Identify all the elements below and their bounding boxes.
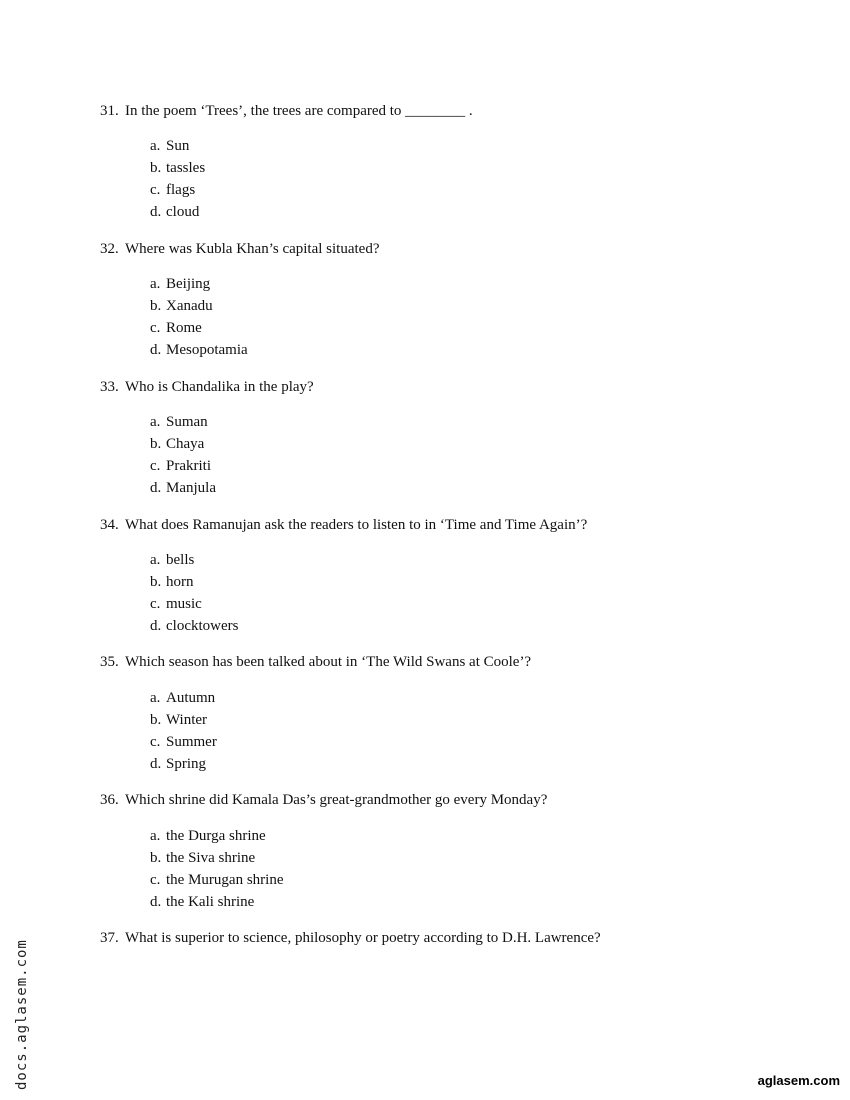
question-number: 34. bbox=[100, 517, 119, 533]
option-c bbox=[150, 317, 248, 339]
question-number: 32. bbox=[100, 241, 119, 257]
question-35 bbox=[100, 653, 531, 671]
option-text: Summer bbox=[166, 734, 217, 750]
options-list-33 bbox=[150, 411, 216, 499]
question-32 bbox=[100, 240, 380, 258]
option-text: the Durga shrine bbox=[166, 828, 266, 844]
question-number: 33. bbox=[100, 379, 119, 395]
option-letter: c. bbox=[150, 182, 161, 198]
option-letter: a. bbox=[150, 138, 161, 154]
option-d bbox=[150, 891, 283, 913]
option-text: the Kali shrine bbox=[166, 894, 255, 910]
question-number: 35. bbox=[100, 654, 119, 670]
option-text: Suman bbox=[166, 414, 208, 430]
option-text: Beijing bbox=[166, 276, 211, 292]
option-text: Winter bbox=[166, 712, 208, 728]
question-number: 37. bbox=[100, 930, 119, 946]
option-letter: c. bbox=[150, 734, 161, 750]
option-letter: d. bbox=[150, 204, 162, 220]
option-a bbox=[150, 135, 205, 157]
option-letter: c. bbox=[150, 596, 161, 612]
option-c bbox=[150, 179, 205, 201]
option-text: Sun bbox=[166, 138, 190, 154]
option-letter: c. bbox=[150, 320, 161, 336]
option-letter: a. bbox=[150, 690, 161, 706]
option-d bbox=[150, 477, 216, 499]
option-b bbox=[150, 709, 217, 731]
option-b bbox=[150, 571, 238, 593]
option-text: Autumn bbox=[166, 690, 216, 706]
question-31 bbox=[100, 102, 473, 120]
question-text: In the poem ‘Trees’, the trees are compared to ________ . bbox=[125, 103, 473, 119]
options-list-32 bbox=[150, 273, 248, 361]
option-text: tassles bbox=[166, 160, 206, 176]
option-text: Rome bbox=[166, 320, 202, 336]
side-watermark: docs.aglasem.com bbox=[14, 939, 30, 1090]
option-text: Prakriti bbox=[166, 458, 211, 474]
question-34 bbox=[100, 516, 587, 534]
option-letter: c. bbox=[150, 872, 161, 888]
question-text: Who is Chandalika in the play? bbox=[125, 379, 314, 395]
option-letter: b. bbox=[150, 850, 162, 866]
question-33 bbox=[100, 378, 314, 396]
option-d bbox=[150, 753, 217, 775]
option-a bbox=[150, 687, 217, 709]
option-b bbox=[150, 295, 248, 317]
option-c bbox=[150, 731, 217, 753]
option-a bbox=[150, 273, 248, 295]
options-list-36 bbox=[150, 825, 283, 913]
option-letter: d. bbox=[150, 480, 162, 496]
option-text: Spring bbox=[166, 756, 207, 772]
option-b bbox=[150, 847, 283, 869]
option-letter: a. bbox=[150, 276, 161, 292]
option-letter: b. bbox=[150, 574, 162, 590]
option-letter: d. bbox=[150, 894, 162, 910]
question-text: What does Ramanujan ask the readers to listen to in ‘Time and Time Again’? bbox=[125, 517, 588, 533]
option-text: clocktowers bbox=[166, 618, 239, 634]
question-number: 31. bbox=[100, 103, 119, 119]
option-letter: b. bbox=[150, 298, 162, 314]
option-text: Chaya bbox=[166, 436, 205, 452]
option-text: the Murugan shrine bbox=[166, 872, 284, 888]
option-b bbox=[150, 157, 205, 179]
question-text: Which shrine did Kamala Das’s great-grandmother go every Monday? bbox=[125, 792, 548, 808]
option-b bbox=[150, 433, 216, 455]
question-text: What is superior to science, philosophy or poetry according to D.H. Lawrence? bbox=[125, 930, 601, 946]
option-letter: d. bbox=[150, 342, 162, 358]
question-36 bbox=[100, 791, 547, 809]
option-text: Mesopotamia bbox=[166, 342, 248, 358]
option-a bbox=[150, 411, 216, 433]
question-number: 36. bbox=[100, 792, 119, 808]
options-list-34 bbox=[150, 549, 238, 637]
option-a bbox=[150, 549, 238, 571]
option-c bbox=[150, 593, 238, 615]
option-text: flags bbox=[166, 182, 196, 198]
option-letter: d. bbox=[150, 756, 162, 772]
option-letter: a. bbox=[150, 414, 161, 430]
question-text: Where was Kubla Khan’s capital situated? bbox=[125, 241, 380, 257]
option-d bbox=[150, 201, 205, 223]
option-text: music bbox=[166, 596, 202, 612]
option-text: cloud bbox=[166, 204, 200, 220]
option-letter: a. bbox=[150, 828, 161, 844]
option-letter: b. bbox=[150, 436, 162, 452]
option-text: the Siva shrine bbox=[166, 850, 256, 866]
option-d bbox=[150, 339, 248, 361]
option-text: bells bbox=[166, 552, 195, 568]
option-letter: d. bbox=[150, 618, 162, 634]
option-letter: b. bbox=[150, 712, 162, 728]
option-letter: b. bbox=[150, 160, 162, 176]
option-text: Manjula bbox=[166, 480, 216, 496]
options-list-31 bbox=[150, 135, 205, 223]
option-letter: c. bbox=[150, 458, 161, 474]
option-text: horn bbox=[166, 574, 194, 590]
corner-watermark: aglasem.com bbox=[757, 1073, 840, 1088]
options-list-35 bbox=[150, 687, 217, 775]
option-c bbox=[150, 869, 283, 891]
question-text: Which season has been talked about in ‘The Wild Swans at Coole’? bbox=[125, 654, 532, 670]
option-letter: a. bbox=[150, 552, 161, 568]
option-d bbox=[150, 615, 238, 637]
option-text: Xanadu bbox=[166, 298, 213, 314]
question-37 bbox=[100, 929, 601, 947]
option-c bbox=[150, 455, 216, 477]
option-a bbox=[150, 825, 283, 847]
